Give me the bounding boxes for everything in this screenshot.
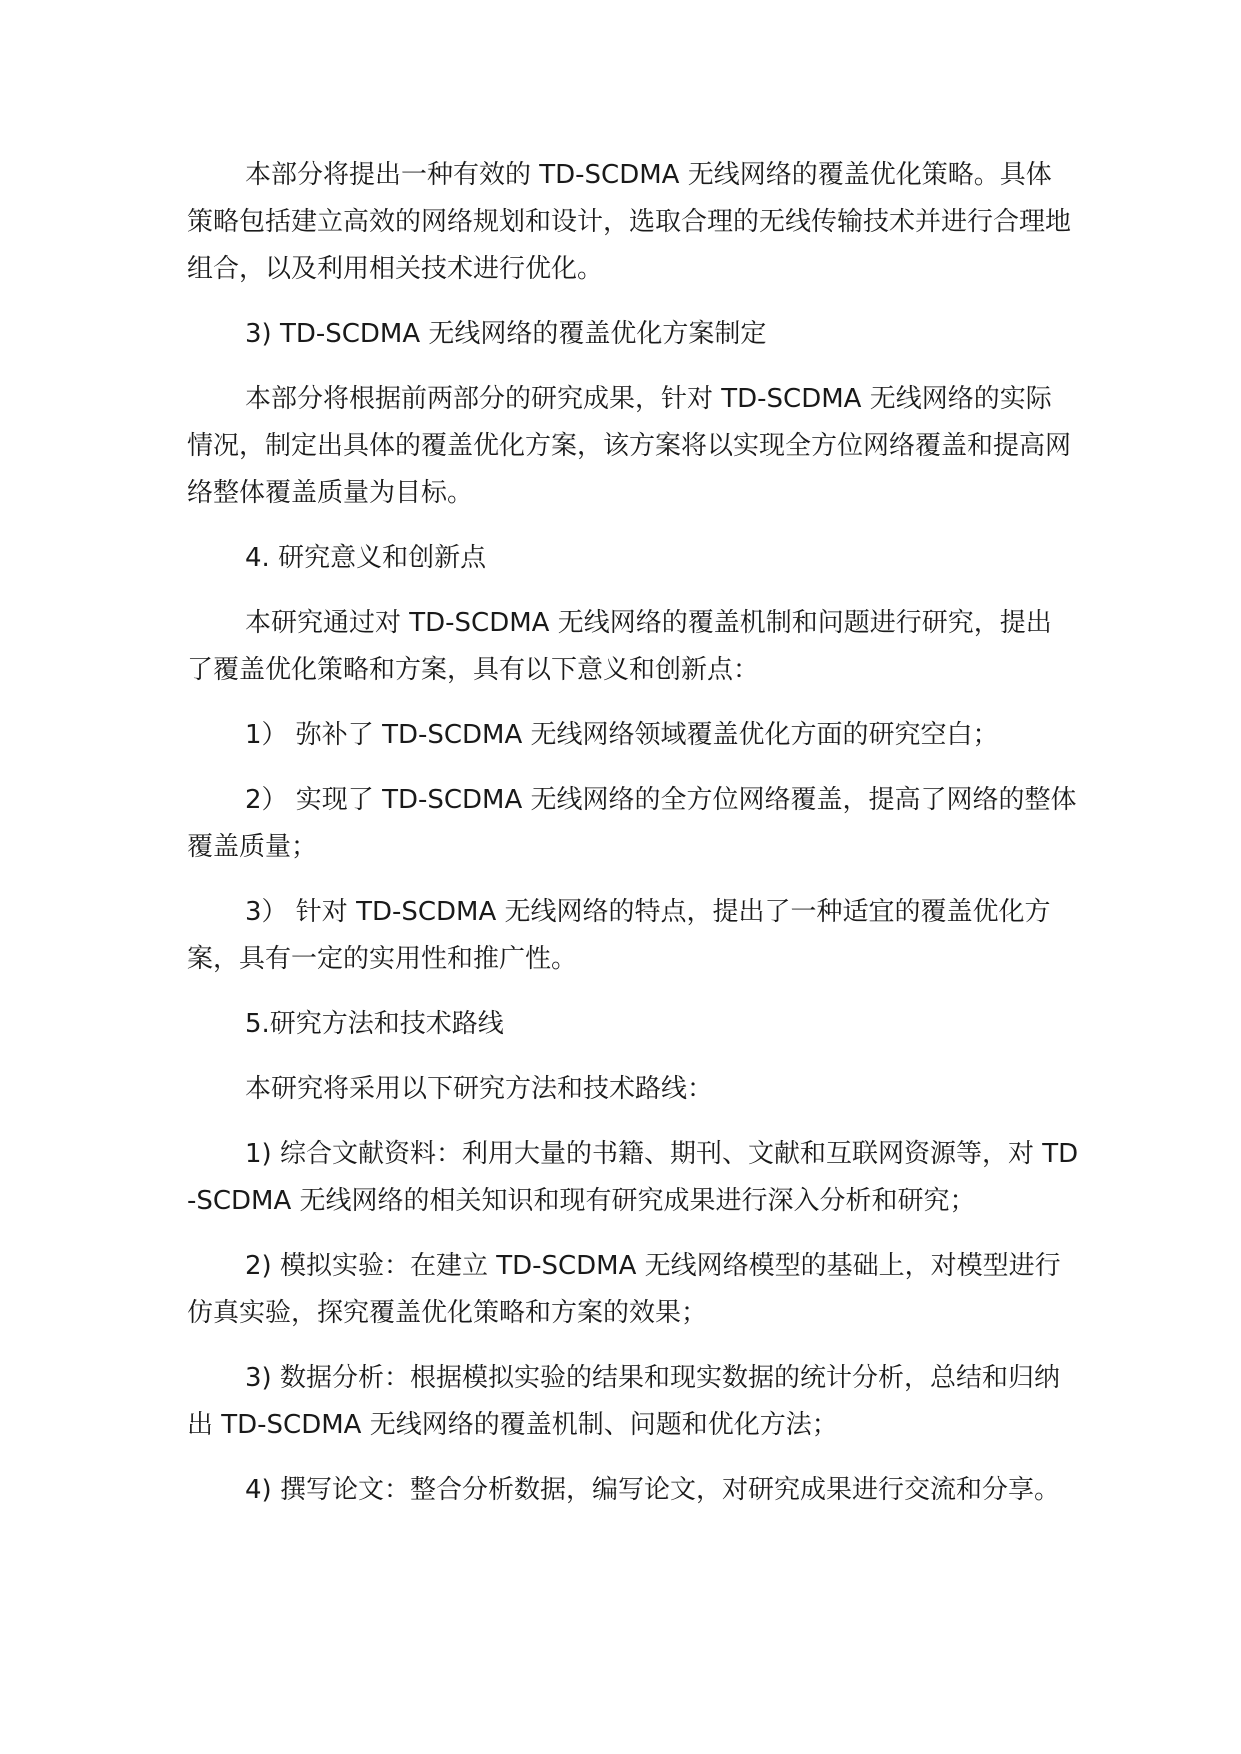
paragraph-significance-intro: 本研究通过对 TD-SCDMA 无线网络的覆盖机制和问题进行研究，提出了覆盖优化策略和方案，具有以下意义和创新点： (187, 608, 1052, 685)
heading-plan-formulation: 3) TD-SCDMA 无线网络的覆盖优化方案制定 (245, 319, 767, 349)
heading-significance: 4. 研究意义和创新点 (245, 543, 487, 573)
list-item-significance-1: 1） 弥补了 TD-SCDMA 无线网络领域覆盖优化方面的研究空白； (245, 720, 999, 750)
list-item-significance-2: 2） 实现了 TD-SCDMA 无线网络的全方位网络覆盖，提高了网络的整体覆盖质量； (187, 785, 1077, 862)
list-item-method-3: 3) 数据分析：根据模拟实验的结果和现实数据的统计分析，总结和归纳出 TD-SCDMA 无线网络的覆盖机制、问题和优化方法； (187, 1363, 1060, 1440)
document-body (187, 152, 1077, 1532)
list-item-method-1: 1) 综合文献资料：利用大量的书籍、期刊、文献和互联网资源等，对 TD-SCDMA 无线网络的相关知识和现有研究成果进行深入分析和研究； (187, 1139, 1079, 1216)
list-item-significance-3: 3） 针对 TD-SCDMA 无线网络的特点，提出了一种适宜的覆盖优化方案，具有一定的实用性和推广性。 (187, 897, 1051, 974)
paragraph-plan: 本部分将根据前两部分的研究成果，针对 TD-SCDMA 无线网络的实际情况，制定出具体的覆盖优化方案，该方案将以实现全方位网络覆盖和提高网络整体覆盖质量为目标。 (187, 384, 1072, 508)
list-item-method-2: 2) 模拟实验：在建立 TD-SCDMA 无线网络模型的基础上，对模型进行仿真实验，探究覆盖优化策略和方案的效果； (187, 1251, 1061, 1328)
paragraph-methods-intro: 本研究将采用以下研究方法和技术路线： (245, 1074, 714, 1104)
paragraph-strategy: 本部分将提出一种有效的 TD-SCDMA 无线网络的覆盖优化策略。具体策略包括建立高效的网络规划和设计，选取合理的无线传输技术并进行合理地组合，以及利用相关技术进行优化。 (187, 160, 1072, 284)
heading-methods: 5.研究方法和技术路线 (245, 1009, 504, 1039)
list-item-method-4: 4) 撰写论文：整合分析数据，编写论文，对研究成果进行交流和分享。 (245, 1475, 1060, 1505)
